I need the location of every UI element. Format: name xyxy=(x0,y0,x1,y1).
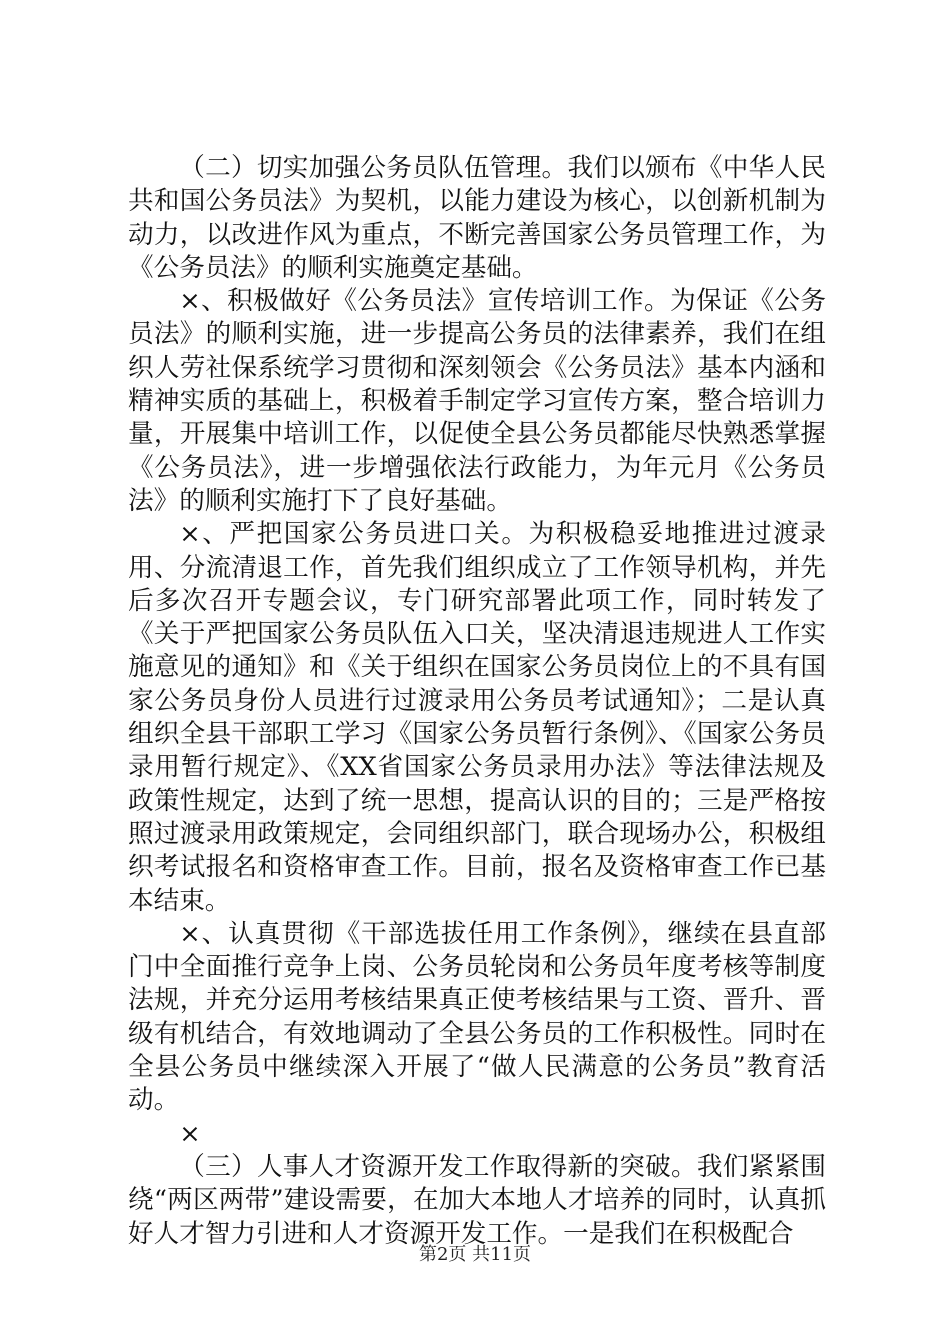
paragraph-publicity-training: ×、积极做好《公务员法》宣传培训工作。为保证《公务员法》的顺利实施，进一步提高公务员的法律素养，我们在组织人劳社保系统学习贯彻和深刻领会《公务员法》基本内涵和精神实质的基础上，积极着手制定学习宣传方案，整合培训力量，开展集中培训工作，以促使全县公务员都能尽快熟悉掌握《公务员法》，进一步增强依法行政能力，为年元月《公务员法》的顺利实施打下了良好基础。 xyxy=(128,286,826,516)
paragraph-placeholder-mark: × xyxy=(179,1118,201,1149)
paragraph-cadre-selection: ×、认真贯彻《干部选拔任用工作条例》，继续在县直部门中全面推行竞争上岗、公务员轮岗和公务员年度考核等制度法规，并充分运用考核结果真正使考核结果与工资、晋升、晋级有机结合，有效地调动了全县公务员的工作积极性。同时在全县公务员中继续深入开展了“做人民满意的公务员”教育活动。 xyxy=(128,918,826,1116)
page-number-footer: 第2页 共11页 xyxy=(418,1244,532,1265)
paragraph-entry-control: ×、严把国家公务员进口关。为积极稳妥地推进过渡录用、分流清退工作，首先我们组织成立了工作领导机构，并先后多次召开专题会议，专门研究部署此项工作，同时转发了《关于严把国家公务员队伍入口关，坚决清退违规进人工作实施意见的通知》和《关于组织在国家公务员岗位上的不具有国家公务员身份人员进行过渡录用公务员考试通知》；二是认真组织全县干部职工学习《国家公务员暂行条例》、《国家公务员录用暂行规定》、《XX省国家公务员录用办法》等法律法规及政策性规定，达到了统一思想，提高认识的目的；三是严格按照过渡录用政策规定，会同组织部门，联合现场办公，积极组织考试报名和资格审查工作。目前，报名及资格审查工作已基本结束。 xyxy=(128,519,826,916)
document-body xyxy=(128,152,826,1251)
paragraph-section-three: （三）人事人才资源开发工作取得新的突破。我们紧紧围绕“两区两带”建设需要，在加大本地人才培养的同时，认真抓好人才智力引进和人才资源开发工作。一是我们在积极配合 xyxy=(128,1151,826,1249)
paragraph-section-two: （二）切实加强公务员队伍管理。我们以颁布《中华人民共和国公务员法》为契机，以能力建设为核心，以创新机制为动力，以改进作风为重点，不断完善国家公务员管理工作，为《公务员法》的顺利实施奠定基础。 xyxy=(128,153,826,283)
